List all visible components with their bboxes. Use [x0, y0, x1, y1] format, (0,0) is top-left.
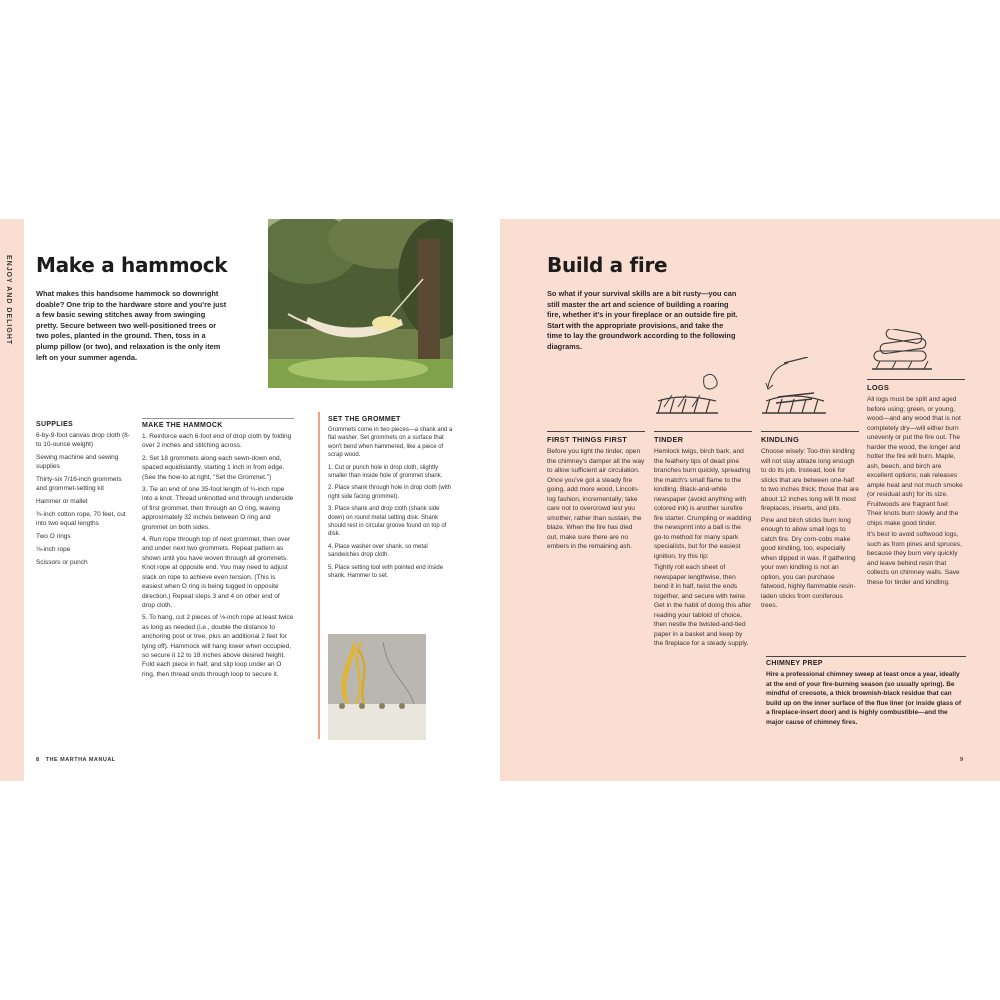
- side-tab: [0, 219, 24, 781]
- fire-intro: So what if your survival skills are a bit rusty—you can still master the art and science of building a roaring fire, whether it's in your fireplace or an outside fire pit. Start with the appropriate provisions, and take the time to lay the groundwork according to the following diagrams.: [547, 289, 738, 351]
- step-text: 2. Set 18 grommets along each sewn-down end, spaced equidistantly, starting 1 inch in from edge. (See the how-to at right, "Set the Grommet."): [142, 454, 285, 481]
- left-page-number: 8: [36, 757, 40, 763]
- supplies-title: SUPPLIES: [36, 421, 74, 428]
- hammock-photo: [268, 219, 453, 388]
- column-paragraph: Choose wisely: Too-thin kindling will not stay ablaze long enough to do its job. Instead, look for sticks that are between one-half to two inches thick; those that are about 12 inches long will fit most fireplaces, inserts, and pits.: [761, 448, 859, 512]
- make-hammock-title: MAKE THE HAMMOCK: [142, 422, 223, 429]
- column-paragraph: Pine and birch sticks burn long enough to allow small logs to catch fire. Dry corn-cobs make good kindling, too, especially when dipped in wax. If gathering your own kindling is not an option, you can purchase fatwood, highly flammable resin-laden sticks from coniferous trees.: [761, 516, 856, 609]
- tinder-grate-illustration: [652, 369, 722, 417]
- step-text: 5. To hang, cut 2 pieces of ⅛-inch rope at least twice as long as needed (i.e., double the distance to anchoring post or tree, plus an additional 2 feet for tying off). Hammock will hang lower when occupied, so secure it 12 to 18 inches above desired height. Fold each piece in half, and slip loop under an O ring, then thread ends through loop to secure it.: [142, 614, 294, 678]
- logs-column: [867, 379, 965, 589]
- tinder-column: [654, 431, 752, 651]
- grommet-title: SET THE GROMMET: [328, 416, 401, 423]
- grommet-step: 1. Cut or punch hole in drop cloth, slightly smaller than inside hole of grommet shank.: [328, 464, 443, 480]
- supply-item: Scissors or punch: [36, 559, 88, 566]
- grommet-rule: [318, 412, 320, 739]
- supply-item: Two O rings: [36, 533, 71, 540]
- side-tab-label: ENJOY AND DELIGHT: [5, 255, 12, 346]
- supply-item: Thirty-six 7/16-inch grommets and grommet-setting kit: [36, 476, 122, 492]
- chimney-prep-box: [766, 656, 966, 727]
- first-things-title: FIRST THINGS FIRST: [547, 431, 645, 444]
- supplies-section: [36, 421, 134, 571]
- kindling-column: [761, 431, 859, 613]
- column-paragraph: It's best to avoid softwood logs, such as from pines and spruces, because they burn very quickly and leave behind resin that collects on chimney walls. Save these for tinder and kindling.: [867, 531, 962, 586]
- fire-title: Build a fire: [547, 253, 668, 277]
- left-footer-title: THE MARTHA MANUAL: [45, 757, 116, 763]
- column-paragraph: Tightly roll each sheet of newspaper lengthwise, then bend it in half, twist the ends together, and secure with twine. Get in the habit of doing this after reading your tabloid of choice, then nestle the twisted-and-tied paper in a basket and keep by the fireplace for a steady supply.: [654, 564, 752, 647]
- logs-title: LOGS: [867, 379, 965, 392]
- chimney-prep-title: CHIMNEY PREP: [766, 656, 966, 667]
- supply-item: 6-by-9-foot canvas drop cloth (8- to 10-ounce weight): [36, 432, 130, 448]
- supply-item: Sewing machine and sewing supplies: [36, 454, 119, 470]
- column-paragraph: Before you light the tinder, open the chimney's damper all the way to allow sufficient air circulation. Once you've got a steady fire going, add more wood, Lincoln-log fashion, incrementally; take care not to overcrowd lest you smother, rather than sustain, the blaze. When the fire has died out, make sure there are no embers in the remaining ash.: [547, 448, 645, 550]
- step-text: 4. Run rope through top of next grommet, then over and under next two grommets. Repeat pattern as shown until you have woven through all grommets. Knot rope at opposite end. You may need to adjust slack on rope to achieve even tension. (This is easiest when O ring is being tugged in opposite direction.) Repeat steps 3 and 4 on other end of drop cloth.: [142, 536, 291, 609]
- right-page-number: 9: [960, 757, 964, 763]
- make-hammock-section: [142, 418, 294, 682]
- supplies-list: [36, 431, 134, 567]
- kindling-grate-illustration: [758, 357, 830, 417]
- supply-item: ¾-inch cotton rope, 70 feet, cut into two equal lengths: [36, 511, 126, 527]
- grommet-section: [328, 416, 454, 585]
- tinder-title: TINDER: [654, 431, 752, 444]
- kindling-title: KINDLING: [761, 431, 859, 444]
- grommet-step: 3. Place shank and drop cloth (shank side down) on round metal setting disk. Shank should rest in circular groove found on top of disk.: [328, 506, 447, 538]
- grommet-step: 2. Place shank through hole in drop cloth (with right side facing grommet).: [328, 485, 452, 500]
- grommet-step: 4. Place washer over shank, so metal sandwiches drop cloth.: [328, 543, 428, 559]
- grommet-step: Grommets come in two pieces—a shank and a flat washer. Set grommets on a surface that won't bend when hammered, like a piece of scrap wood.: [328, 427, 453, 459]
- hammock-title: Make a hammock: [36, 253, 228, 277]
- chimney-prep-text: Hire a professional chimney sweep at least once a year, ideally at the end of your fire-burning season (so usually spring). Be mindful of creosote, a thick brownish-black residue that can build up on the inner surface of the flue liner (or inside glass of a fireplace-insert door) and is highly combustible—and the major cause of chimney fires.: [766, 671, 962, 726]
- supply-item: ⅛-inch rope: [36, 546, 71, 553]
- left-footer: [36, 757, 116, 763]
- column-paragraph: All logs must be split and aged before using; green, or young, wood—and any wood that is not completely dry—will either burn unevenly or put the fire out. The harder the wood, the longer and hotter the fire will burn. Maple, ash, beech, and birch are excellent options; oak releases ample heat and not much smoke (or residual ash) for its size. Fruitwoods are fragrant fuel: Their knots burn slowly and the chips make good tinder.: [867, 396, 963, 527]
- left-page: [0, 219, 500, 781]
- supply-item: Hammer or mallet: [36, 498, 88, 505]
- logs-illustration: [866, 329, 938, 377]
- grommet-photo: [328, 634, 426, 740]
- column-paragraph: Hemlock twigs, birch bark, and the feathery tips of dead pine branches burn quickly, spreading the match's small flame to the kindling. Black-and-white newspaper (avoid anything with colored ink) is another surefire fire starter. Crumpling or wadding the newsprint into a ball is the go-to method for many spark specialists, but for the easiest ignition, try this tip:: [654, 448, 752, 560]
- book-spread: [0, 219, 1000, 781]
- step-text: 1. Reinforce each 6-foot end of drop cloth by folding over 2 inches and stitching across.: [142, 433, 292, 450]
- first-things-column: [547, 431, 645, 554]
- grommet-step: 5. Place setting tool with pointed end inside shank. Hammer to set.: [328, 564, 444, 580]
- hammock-intro: What makes this handsome hammock so downright doable? One trip to the hardware store and you're just a few basic sewing stitches away from swinging pretty. Secure between two well-positioned trees or two poles, planted in the ground. Then, toss in a plump pillow (or two), and relaxation is the only item left on your summer agenda.: [36, 289, 227, 362]
- step-text: 3. Tie an end of one 35-foot length of ¾-inch rope into a knot. Thread unknotted end through underside of first grommet, then through an O ring, leaving approximately 32 inches between O ring and grommet on both sides.: [142, 486, 294, 531]
